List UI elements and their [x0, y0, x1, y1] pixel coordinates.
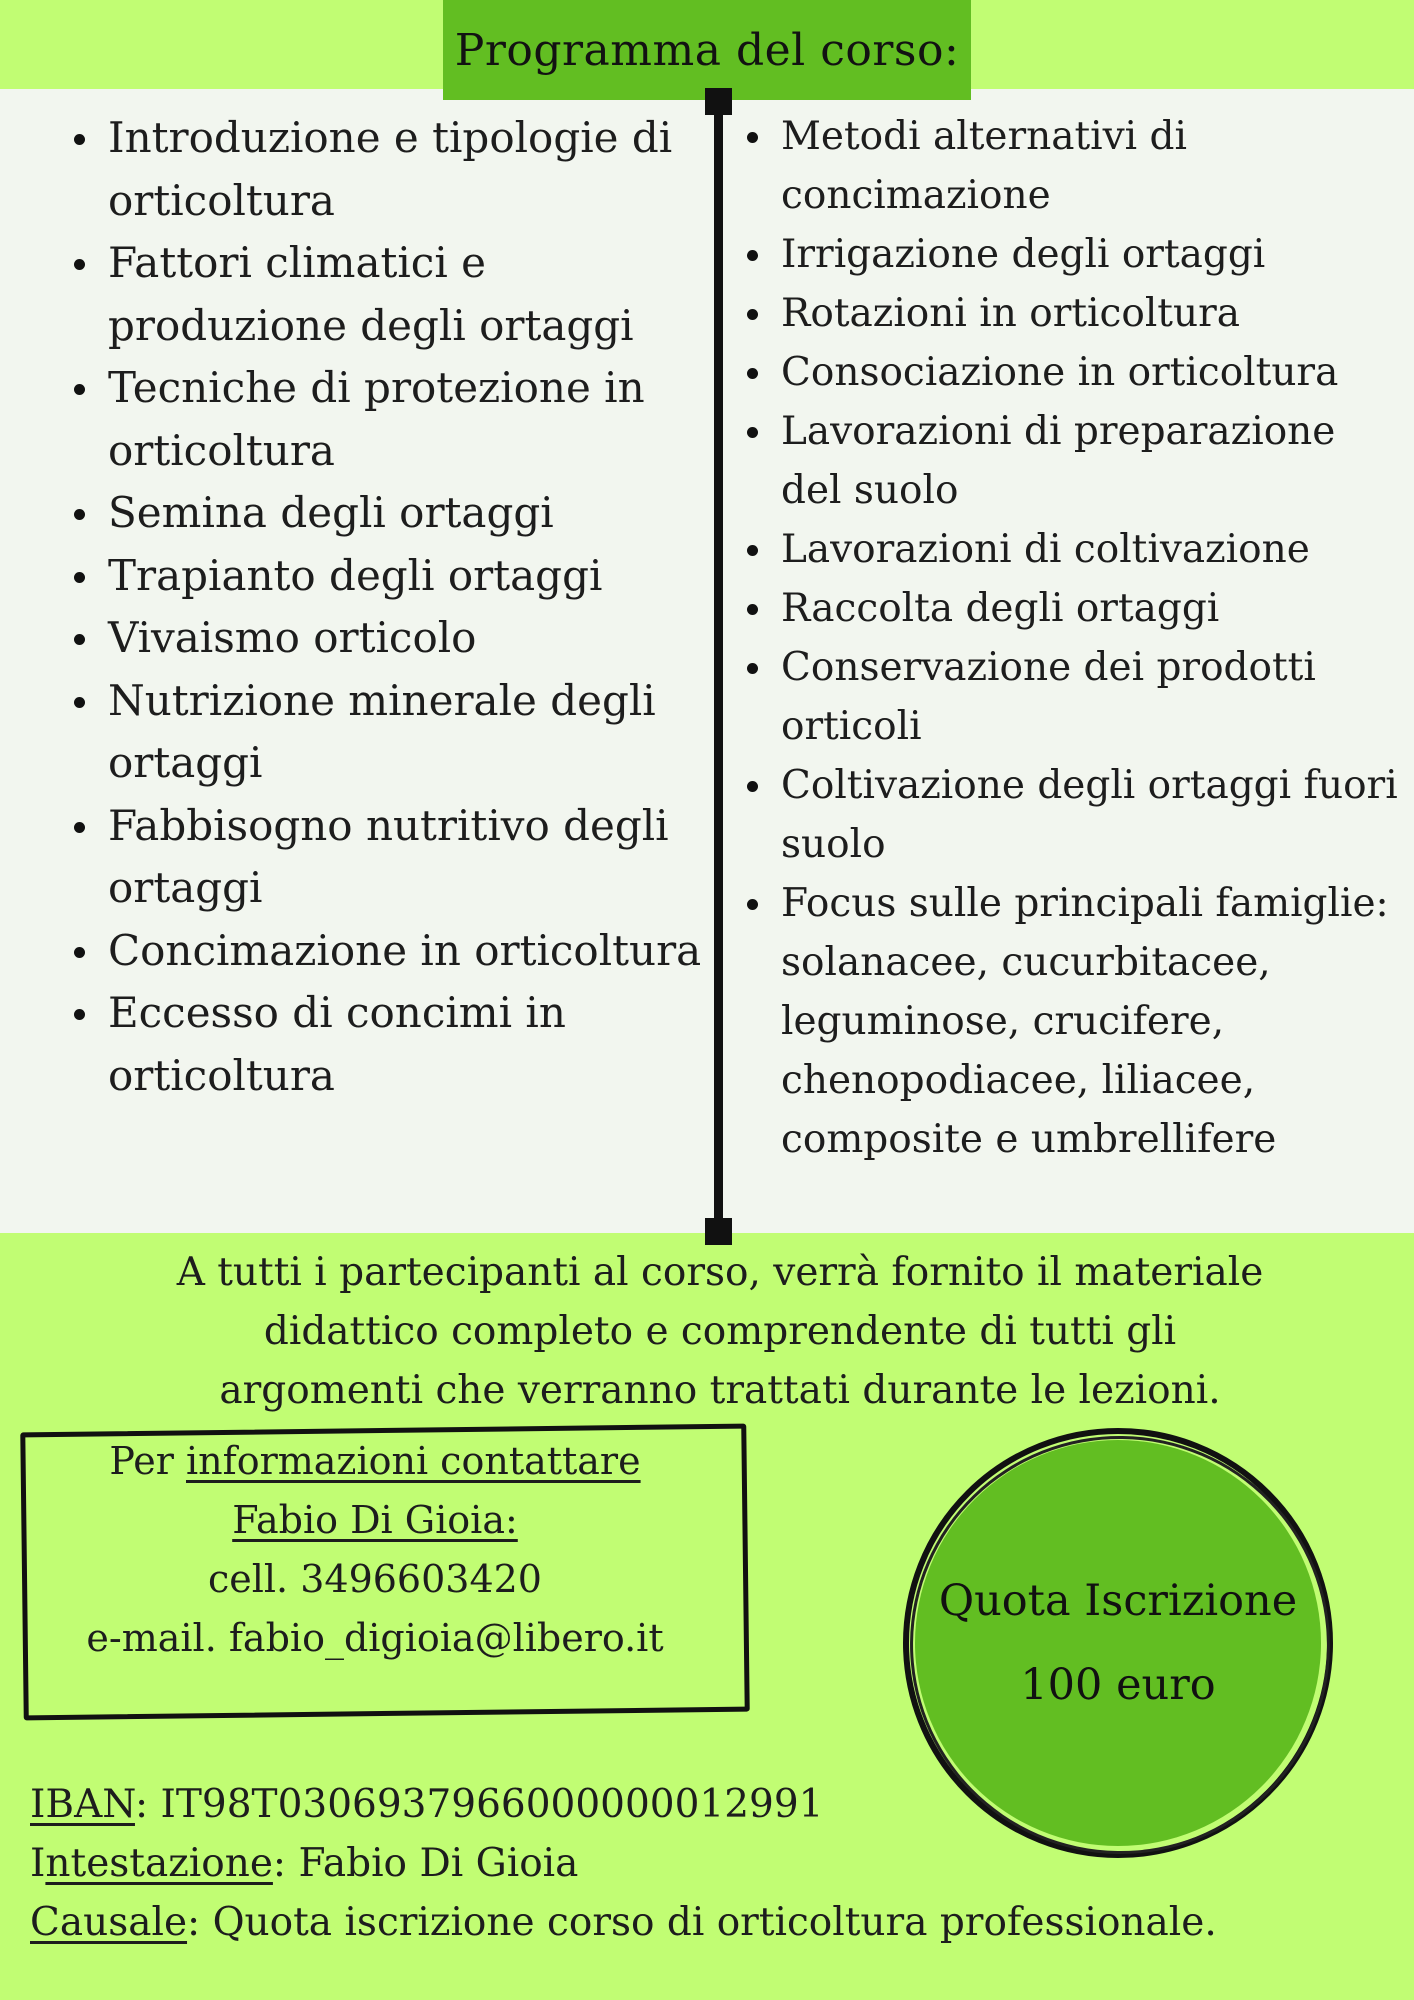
materials-line: A tutti i partecipanti al corso, verrà fornito il materiale: [176, 1250, 1264, 1295]
materials-line: argomenti che verranno trattati durante le lezioni.: [219, 1368, 1221, 1413]
iban-value: : IT98T0306937966000000012991: [134, 1782, 824, 1827]
column-divider: [714, 98, 723, 1234]
list-item: Lavorazioni di preparazione del suolo: [735, 402, 1405, 520]
list-item: Trapianto degli ortaggi: [62, 545, 712, 608]
list-item: Semina degli ortaggi: [62, 482, 712, 545]
holder-value: : Fabio Di Gioia: [272, 1841, 579, 1886]
list-item: Metodi alternativi di concimazione: [735, 107, 1405, 225]
list-item: Consociazione in orticoltura: [735, 343, 1405, 402]
fee-label: Quota Iscrizione: [938, 1576, 1298, 1626]
contact-email: e-mail. fabio_digioia@libero.it: [86, 1616, 664, 1660]
list-item: Fabbisogno nutritivo degli ortaggi: [62, 795, 712, 920]
reason-label: Causale: [30, 1900, 188, 1945]
holder-label-initial: I: [30, 1841, 46, 1886]
iban-label: IBAN: [30, 1782, 135, 1827]
list-item: Coltivazione degli ortaggi fuori suolo: [735, 756, 1405, 874]
payment-details: [30, 1775, 1380, 1952]
list-item: Fattori climatici e produzione degli ortaggi: [62, 232, 712, 357]
iban-row: [30, 1775, 1380, 1834]
program-list-left: [62, 107, 712, 1107]
list-item: Lavorazioni di coltivazione: [735, 520, 1405, 579]
page-title: Programma del corso:: [443, 0, 971, 100]
list-item: Eccesso di concimi in orticoltura: [62, 982, 712, 1107]
list-item: Focus sulle principali famiglie: solanacee, cucurbitacee, leguminose, crucifere, chenopodiacee, liliacee, composite e umbrellifere: [735, 874, 1405, 1169]
holder-label: ntestazione: [45, 1841, 273, 1886]
holder-row: [30, 1834, 1380, 1893]
list-item: Conservazione dei prodotti orticoli: [735, 638, 1405, 756]
contact-info: [30, 1432, 720, 1668]
list-item: Rotazioni in orticoltura: [735, 284, 1405, 343]
list-item: Tecniche di protezione in orticoltura: [62, 357, 712, 482]
reason-row: [30, 1893, 1380, 1952]
materials-line: didattico completo e comprendente di tutti gli: [263, 1309, 1177, 1354]
list-item: Vivaismo orticolo: [62, 607, 712, 670]
materials-note: [175, 1243, 1265, 1420]
contact-phone: cell. 3496603420: [207, 1557, 542, 1601]
contact-info-link: informazioni contattare: [186, 1439, 641, 1483]
contact-line-info: [30, 1432, 720, 1491]
list-item: Introduzione e tipologie di orticoltura: [62, 107, 712, 232]
reason-value: : Quota iscrizione corso di orticoltura professionale.: [187, 1900, 1217, 1945]
fee-amount: 100 euro: [1020, 1660, 1216, 1710]
contact-name: Fabio Di Gioia:: [232, 1498, 518, 1542]
divider-cap-bottom: [705, 1218, 732, 1245]
list-item: Nutrizione minerale degli ortaggi: [62, 670, 712, 795]
list-item: Irrigazione degli ortaggi: [735, 225, 1405, 284]
program-list-right: [735, 107, 1405, 1169]
list-item: Raccolta degli ortaggi: [735, 579, 1405, 638]
list-item: Concimazione in orticoltura: [62, 920, 712, 983]
contact-prefix: Per: [109, 1439, 186, 1483]
